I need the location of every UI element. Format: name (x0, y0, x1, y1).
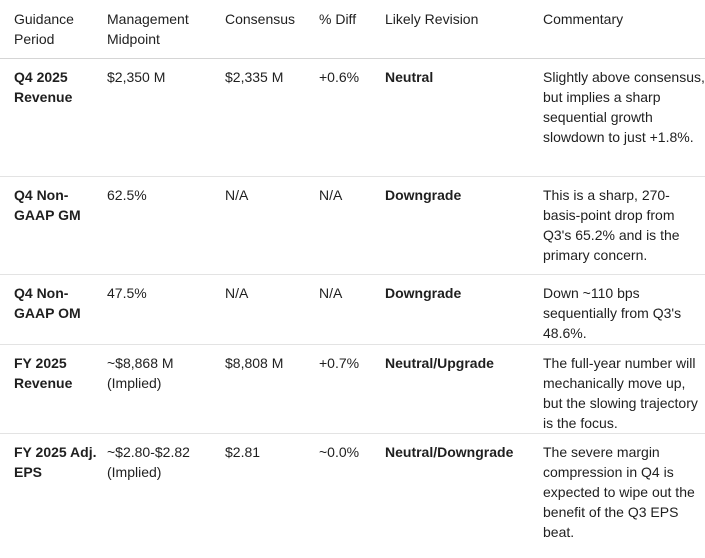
header-row (0, 0, 705, 59)
cell-likely-revision: Neutral/Downgrade (385, 444, 514, 460)
cell-consensus: $2,335 M (225, 69, 284, 85)
cell-consensus: $2.81 (225, 444, 261, 460)
cell-guidance-period: FY 2025 Adj. EPS (14, 444, 97, 480)
cell-commentary: The full-year number will mechanically move up, but the slowing trajectory is the focus. (543, 355, 698, 431)
cell-management-midpoint: ~$8,868 M (Implied) (107, 355, 174, 391)
header-management-midpoint: Management Midpoint (107, 11, 189, 47)
cell-commentary: This is a sharp, 270-basis-point drop from Q3's 65.2% and is the primary concern. (543, 187, 680, 263)
cell-consensus: N/A (225, 187, 249, 203)
header-guidance-period: Guidance Period (14, 11, 74, 47)
table-row (0, 434, 705, 558)
cell-pct-diff: ~0.0% (319, 444, 360, 460)
cell-pct-diff: N/A (319, 285, 343, 301)
cell-management-midpoint: 62.5% (107, 187, 147, 203)
cell-likely-revision: Downgrade (385, 285, 462, 301)
cell-commentary: Slightly above consensus, but implies a sharp sequential growth slowdown to just +1.8%. (543, 69, 705, 145)
cell-pct-diff: N/A (319, 187, 343, 203)
header-likely-revision: Likely Revision (385, 11, 479, 27)
cell-likely-revision: Downgrade (385, 187, 462, 203)
cell-consensus: $8,808 M (225, 355, 284, 371)
cell-commentary: Down ~110 bps sequentially from Q3's 48.6%. (543, 285, 682, 341)
cell-pct-diff: +0.6% (319, 69, 360, 85)
table-header (0, 0, 705, 59)
cell-guidance-period: FY 2025 Revenue (14, 355, 73, 391)
cell-likely-revision: Neutral (385, 69, 434, 85)
header-commentary: Commentary (543, 11, 624, 27)
cell-guidance-period: Q4 Non-GAAP GM (14, 187, 81, 223)
table-row (0, 177, 705, 275)
header-pct-diff: % Diff (319, 11, 357, 27)
cell-guidance-period: Q4 2025 Revenue (14, 69, 73, 105)
table-body (0, 59, 705, 558)
cell-commentary: The severe margin compression in Q4 is expected to wipe out the benefit of the Q3 EPS beat. (543, 444, 695, 540)
table-row (0, 275, 705, 345)
cell-management-midpoint: ~$2.80-$2.82 (Implied) (107, 444, 190, 480)
cell-management-midpoint: 47.5% (107, 285, 147, 301)
cell-likely-revision: Neutral/Upgrade (385, 355, 494, 371)
cell-pct-diff: +0.7% (319, 355, 360, 371)
table-row (0, 59, 705, 177)
cell-guidance-period: Q4 Non-GAAP OM (14, 285, 81, 321)
header-consensus: Consensus (225, 11, 296, 27)
cell-consensus: N/A (225, 285, 249, 301)
table-row (0, 345, 705, 434)
cell-management-midpoint: $2,350 M (107, 69, 166, 85)
